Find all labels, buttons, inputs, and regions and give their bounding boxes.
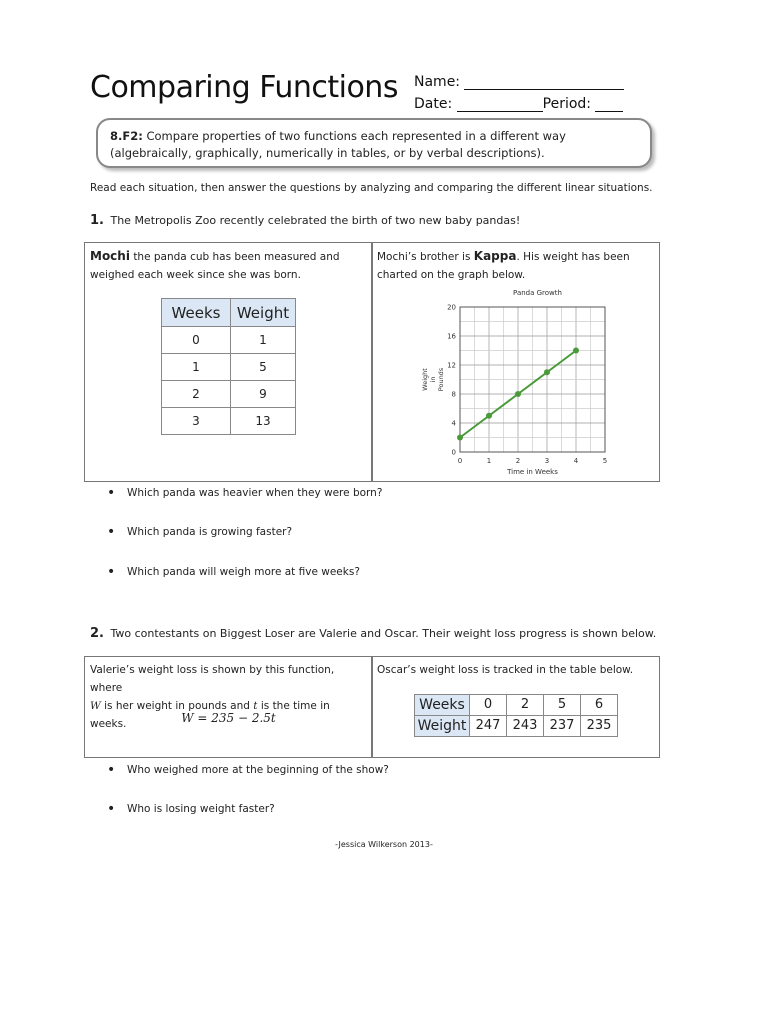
- y-axis-label: Weight: [421, 368, 429, 391]
- period-label: Period:: [542, 96, 592, 112]
- kappa-text-after: . His weight has been charted on the graph below.: [377, 251, 630, 281]
- y-axis-label: in: [429, 376, 437, 383]
- table-cell: 6: [581, 695, 618, 716]
- y-tick-label: 0: [451, 448, 456, 457]
- date-blank[interactable]: [457, 97, 543, 112]
- oscar-text: Oscar’s weight loss is tracked in the table below.: [377, 664, 634, 676]
- mochi-table-header: Weight: [231, 299, 296, 327]
- mochi-table: [161, 298, 296, 435]
- oscar-panel: [371, 656, 660, 758]
- name-label: Name:: [414, 74, 461, 90]
- table-row: [162, 408, 296, 435]
- date-field: [414, 96, 623, 112]
- instructions: Read each situation, then answer the questions by analyzing and comparing the different linear situations.: [90, 182, 653, 194]
- footer-credit: -Jessica Wilkerson 2013-: [335, 840, 433, 849]
- x-axis-label: Time in Weeks: [507, 468, 558, 476]
- y-tick-label: 12: [447, 361, 456, 370]
- data-point: [515, 391, 521, 397]
- panda-growth-chart: [410, 283, 640, 483]
- mochi-name: Mochi: [90, 249, 130, 263]
- standard-code: 8.F2:: [110, 129, 143, 143]
- table-cell: 1: [162, 354, 231, 381]
- x-tick-label: 1: [486, 457, 492, 465]
- kappa-text-before: Mochi’s brother is: [377, 251, 471, 263]
- q2-question: • Who weighed more at the beginning of the show?: [127, 764, 389, 776]
- table-row: [162, 381, 296, 408]
- table-row: [162, 327, 296, 354]
- table-row: [415, 716, 618, 737]
- valerie-line1: Valerie’s weight loss is shown by this function, where: [90, 664, 335, 694]
- var-t: t: [253, 700, 258, 712]
- q1-question: • Which panda is growing faster?: [127, 526, 292, 538]
- x-tick-label: 0: [457, 457, 463, 465]
- kappa-panel: [371, 242, 660, 482]
- valerie-panel: [84, 656, 373, 758]
- table-cell: 3: [162, 408, 231, 435]
- mochi-table-header: Weeks: [162, 299, 231, 327]
- table-cell: 243: [507, 716, 544, 737]
- data-point: [486, 413, 492, 419]
- name-field: [414, 74, 624, 90]
- y-tick-label: 20: [447, 303, 456, 312]
- table-row: [162, 354, 296, 381]
- x-tick-label: 5: [602, 457, 608, 465]
- table-cell: 237: [544, 716, 581, 737]
- oscar-row-label: Weight: [415, 716, 470, 737]
- data-point: [457, 435, 463, 441]
- table-cell: 2: [162, 381, 231, 408]
- q1-number: 1.: [90, 213, 104, 228]
- table-cell: 235: [581, 716, 618, 737]
- standard-text: Compare properties of two functions each represented in a different way (algebraically, graphically, numerically in tables, or by verbal descriptions).: [110, 129, 566, 160]
- q2-number: 2.: [90, 626, 104, 641]
- x-tick-label: 3: [544, 457, 550, 465]
- period-blank[interactable]: [595, 97, 623, 112]
- table-cell: 1: [231, 327, 296, 354]
- y-tick-label: 4: [451, 419, 456, 428]
- q1-question: • Which panda was heavier when they were born?: [127, 487, 382, 499]
- table-row: [415, 695, 618, 716]
- var-w: W: [90, 700, 101, 712]
- table-cell: 2: [507, 695, 544, 716]
- chart-title: Panda Growth: [513, 289, 562, 297]
- valerie-equation: W = 235 − 2.5t: [181, 711, 276, 725]
- table-cell: 0: [470, 695, 507, 716]
- table-cell: 13: [231, 408, 296, 435]
- y-axis-label: Pounds: [437, 367, 445, 392]
- q2-prompt: Two contestants on Biggest Loser are Valerie and Oscar. Their weight loss progress is shown below.: [110, 627, 657, 640]
- date-label: Date:: [414, 96, 453, 112]
- y-tick-label: 16: [447, 332, 456, 341]
- table-cell: 9: [231, 381, 296, 408]
- table-cell: 5: [231, 354, 296, 381]
- q1-heading: [90, 213, 520, 228]
- q2-question: • Who is losing weight faster?: [127, 803, 275, 815]
- oscar-table: [414, 694, 618, 737]
- q1-question: • Which panda will weigh more at five weeks?: [127, 566, 360, 578]
- y-tick-label: 8: [451, 390, 456, 399]
- table-cell: 247: [470, 716, 507, 737]
- x-tick-label: 4: [573, 457, 579, 465]
- x-tick-label: 2: [515, 457, 521, 465]
- data-point: [544, 369, 550, 375]
- q1-prompt: The Metropolis Zoo recently celebrated the birth of two new baby pandas!: [110, 214, 521, 227]
- data-point: [573, 348, 579, 354]
- table-cell: 5: [544, 695, 581, 716]
- valerie-line2-mid: is her weight in pounds and: [104, 700, 250, 712]
- q2-heading: [90, 626, 656, 641]
- table-cell: 0: [162, 327, 231, 354]
- mochi-text: the panda cub has been measured and weighed each week since she was born.: [90, 251, 340, 281]
- mochi-panel: [84, 242, 373, 482]
- page-title: Comparing Functions: [90, 70, 398, 105]
- kappa-name: Kappa: [473, 249, 517, 263]
- oscar-row-label: Weeks: [415, 695, 470, 716]
- standard-box: [96, 118, 652, 168]
- name-blank[interactable]: [464, 75, 624, 90]
- valerie-line2-end: is the time in weeks.: [90, 700, 330, 730]
